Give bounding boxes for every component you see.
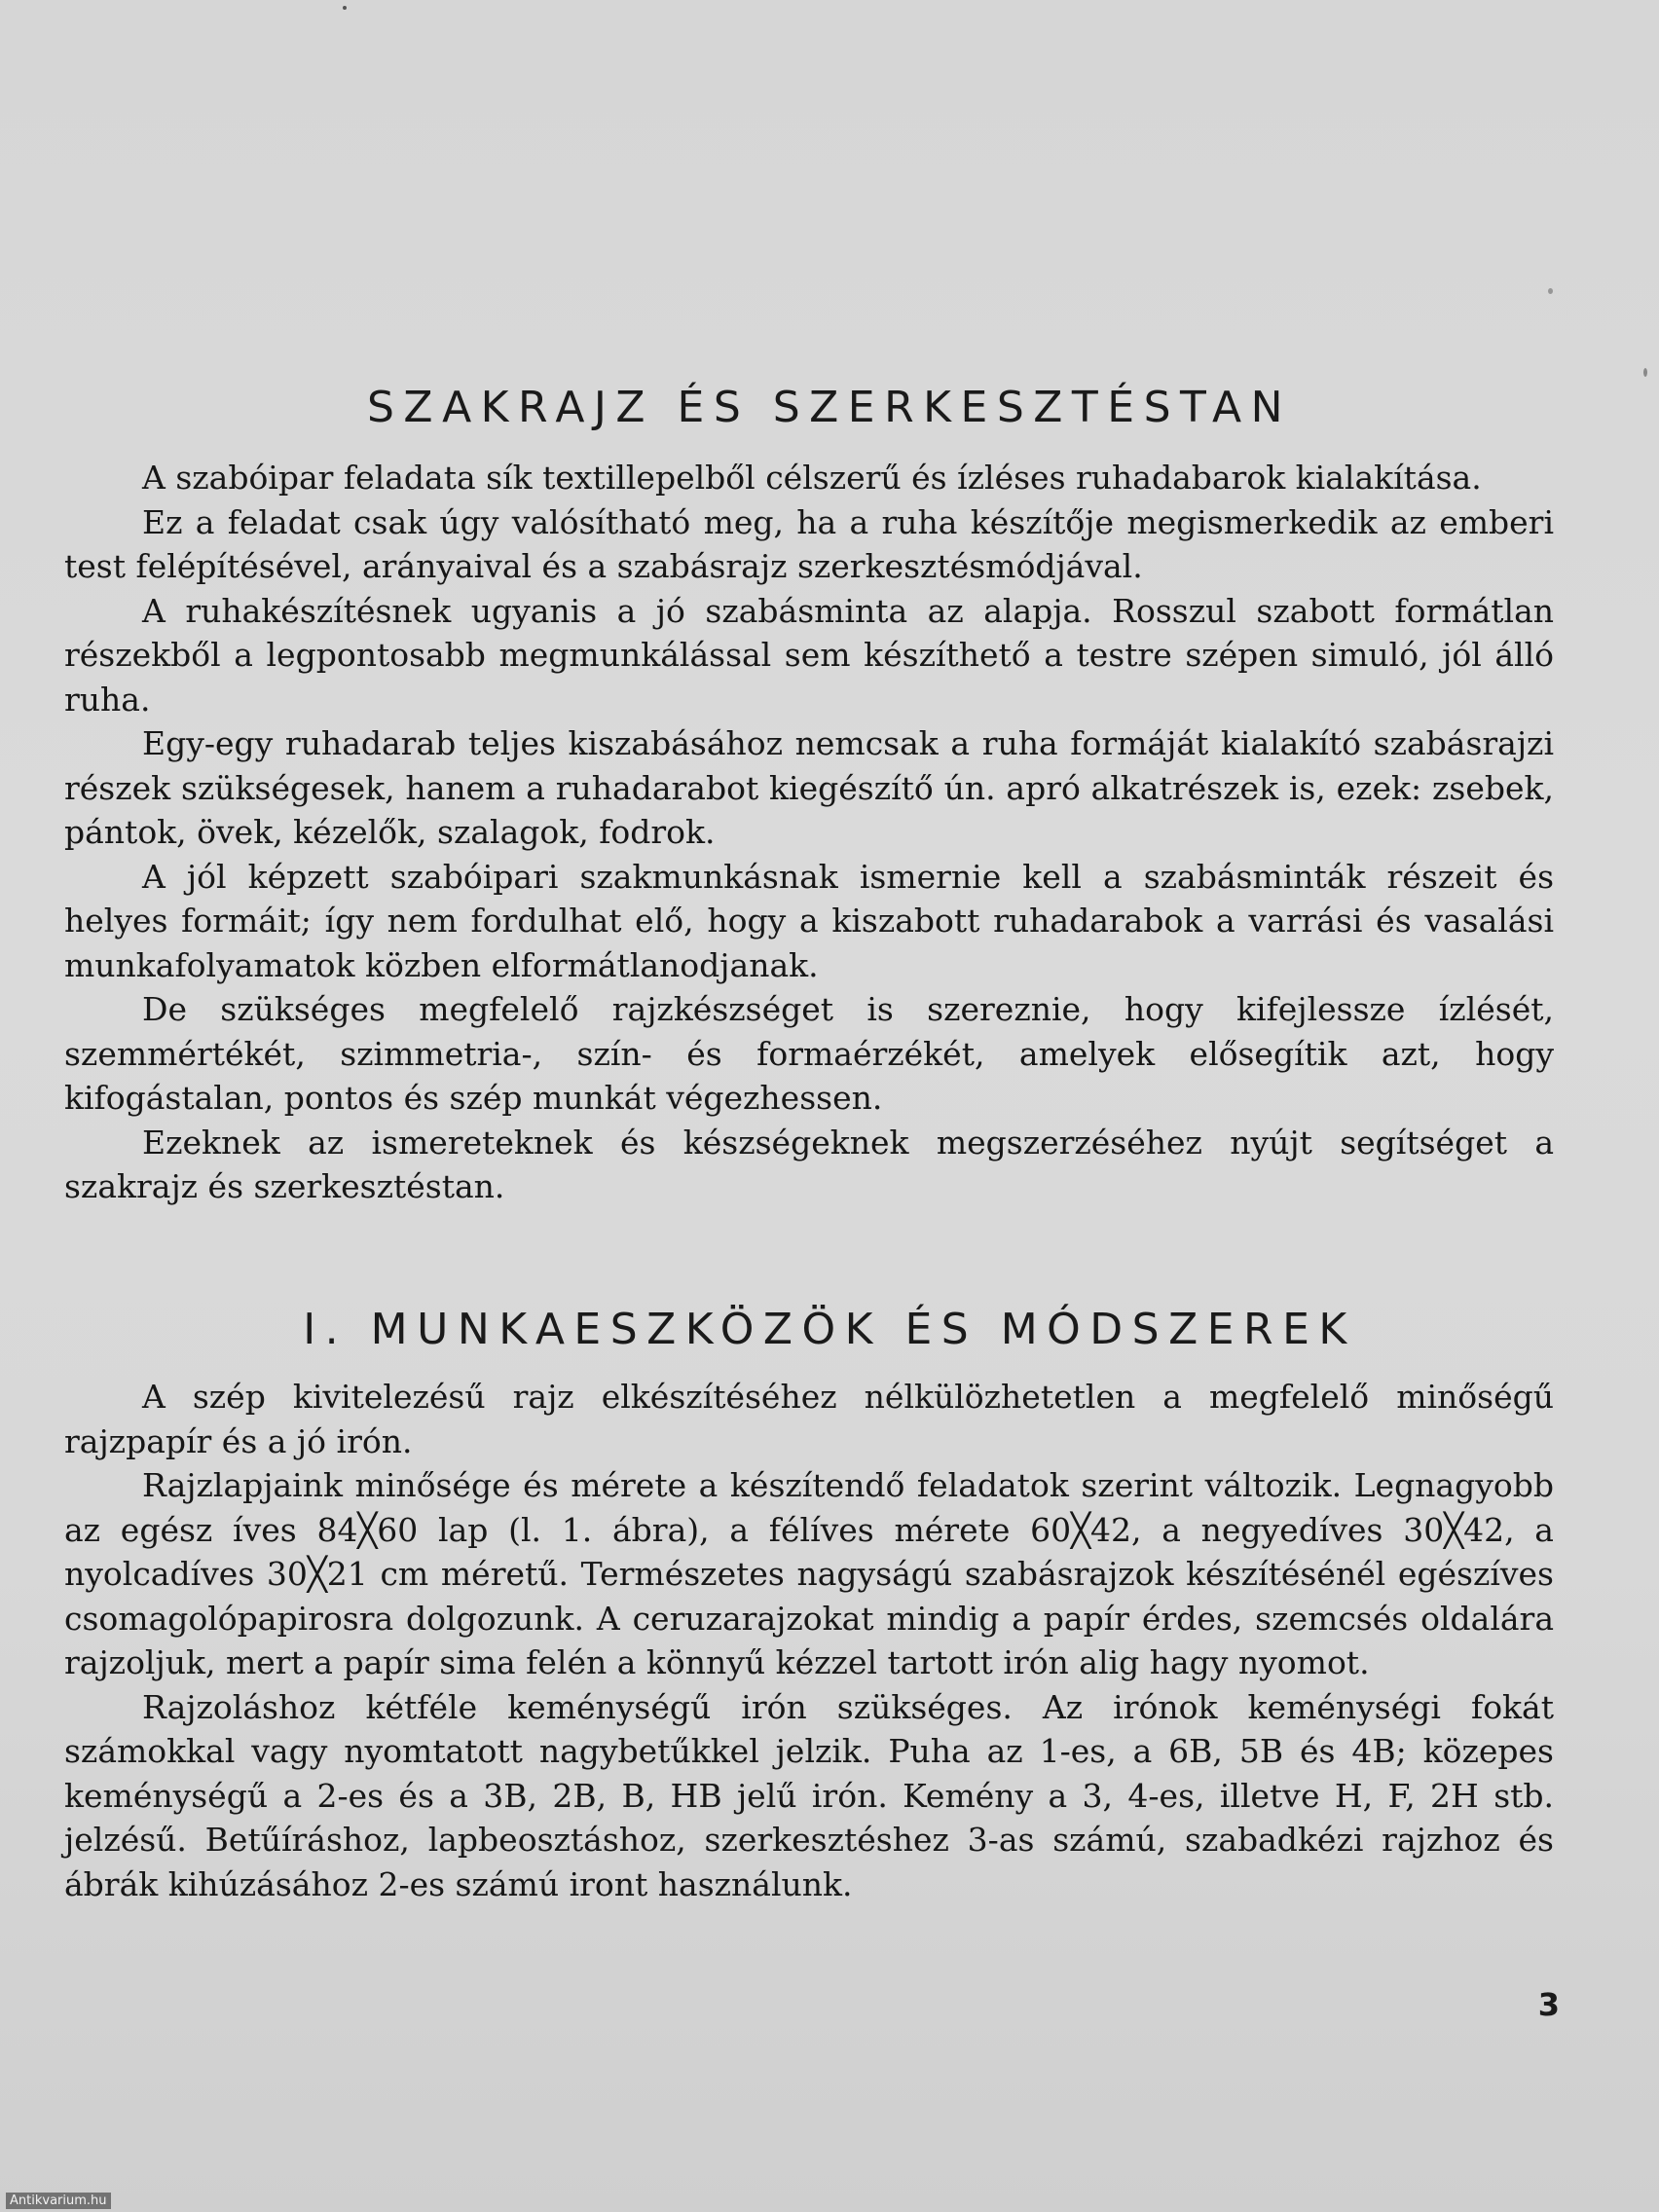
paragraph: Ez a feladat csak úgy valósítható meg, ha a ruha készítője megismerkedik az emberi test felépítésével, arányaival és a szabásrajz szerkesztésmódjával.: [64, 502, 1554, 585]
page-speck: [1643, 368, 1647, 377]
page-speck: [343, 6, 347, 10]
watermark: Antikvarium.hu: [6, 2193, 111, 2209]
paragraph: Rajzlapjaink minősége és mérete a készítendő feladatok szerint változik. Legnagyobb az egész íves 84╳60 lap (l. 1. ábra), a félíves mérete 60╳42, a negyedíves 30╳42, a nyolcadíves 30╳21 cm méretű. Természetes nagyságú szabásrajzok készítésénél egészíves csomagolópapirosra dolgozunk. A ceruzarajzokat mindig a papír érdes, szemcsés oldalára rajzoljuk, mert a papír sima felén a könnyű kézzel tartott irón alig hagy nyomot.: [64, 1466, 1554, 1681]
paragraph: Egy-egy ruhadarab teljes kiszabásához nemcsak a ruha formáját kialakító szabásrajzi részek szükségesek, hanem a ruhadarabot kiegészítő ún. apró alkatrészek is, ezek: zsebek, pántok, övek, kézelők, szalagok, fodrok.: [64, 724, 1554, 851]
section-text: [64, 1375, 1554, 1906]
paragraph: Rajzoláshoz kétféle keménységű irón szükséges. Az irónok keménységi fokát számokkal vagy nyomtatott nagybetűkkel jelzik. Puha az 1-es, a 6B, 5B és 4B; közepes keménységű a 2-es és a 3B, 2B, B, HB jelű irón. Kemény a 3, 4-es, illetve H, F, 2H stb. jelzésű. Betűíráshoz, lapbeosztáshoz, szerkesztéshez 3-as számú, szabadkézi rajzhoz és ábrák kihúzásához 2-es számú iront használunk.: [64, 1687, 1554, 1903]
paragraph: De szükséges megfelelő rajzkészséget is szereznie, hogy kifejlessze ízlését, szemmértékét, szimmetria-, szín- és formaérzékét, amelyek elősegítik azt, hogy kifogástalan, pontos és szép munkát végezhessen.: [64, 990, 1554, 1117]
section-title: I. MUNKAESZKÖZÖK ÉS MÓDSZEREK: [303, 1305, 1356, 1354]
chapter-title: SZAKRAJZ ÉS SZERKESZTÉSTAN: [367, 383, 1292, 432]
page-number: 3: [1537, 1986, 1560, 2023]
paragraph: A szabóipar feladata sík textillepelből célszerű és ízléses ruhadabarok kialakítása.: [142, 459, 1482, 497]
page-speck: [1548, 288, 1553, 294]
intro-text: [64, 456, 1554, 1209]
paragraph: A ruhakészítésnek ugyanis a jó szabásminta az alapja. Rosszul szabott formátlan részekből a legpontosabb megmunkálással sem készíthető a testre szépen simuló, jól álló ruha.: [64, 591, 1554, 719]
paragraph: Ezeknek az ismereteknek és készségeknek megszerzéséhez nyújt segítséget a szakrajz és szerkesztéstan.: [64, 1123, 1554, 1205]
paragraph: A szép kivitelezésű rajz elkészítéséhez nélkülözhetetlen a megfelelő minőségű rajzpapír és a jó irón.: [64, 1378, 1554, 1460]
paragraph: A jól képzett szabóipari szakmunkásnak ismernie kell a szabásminták részeit és helyes formáit; így nem fordulhat elő, hogy a kiszabott ruhadarabok a varrási és vasalási munkafolyamatok közben elformátlanodjanak.: [64, 857, 1554, 984]
